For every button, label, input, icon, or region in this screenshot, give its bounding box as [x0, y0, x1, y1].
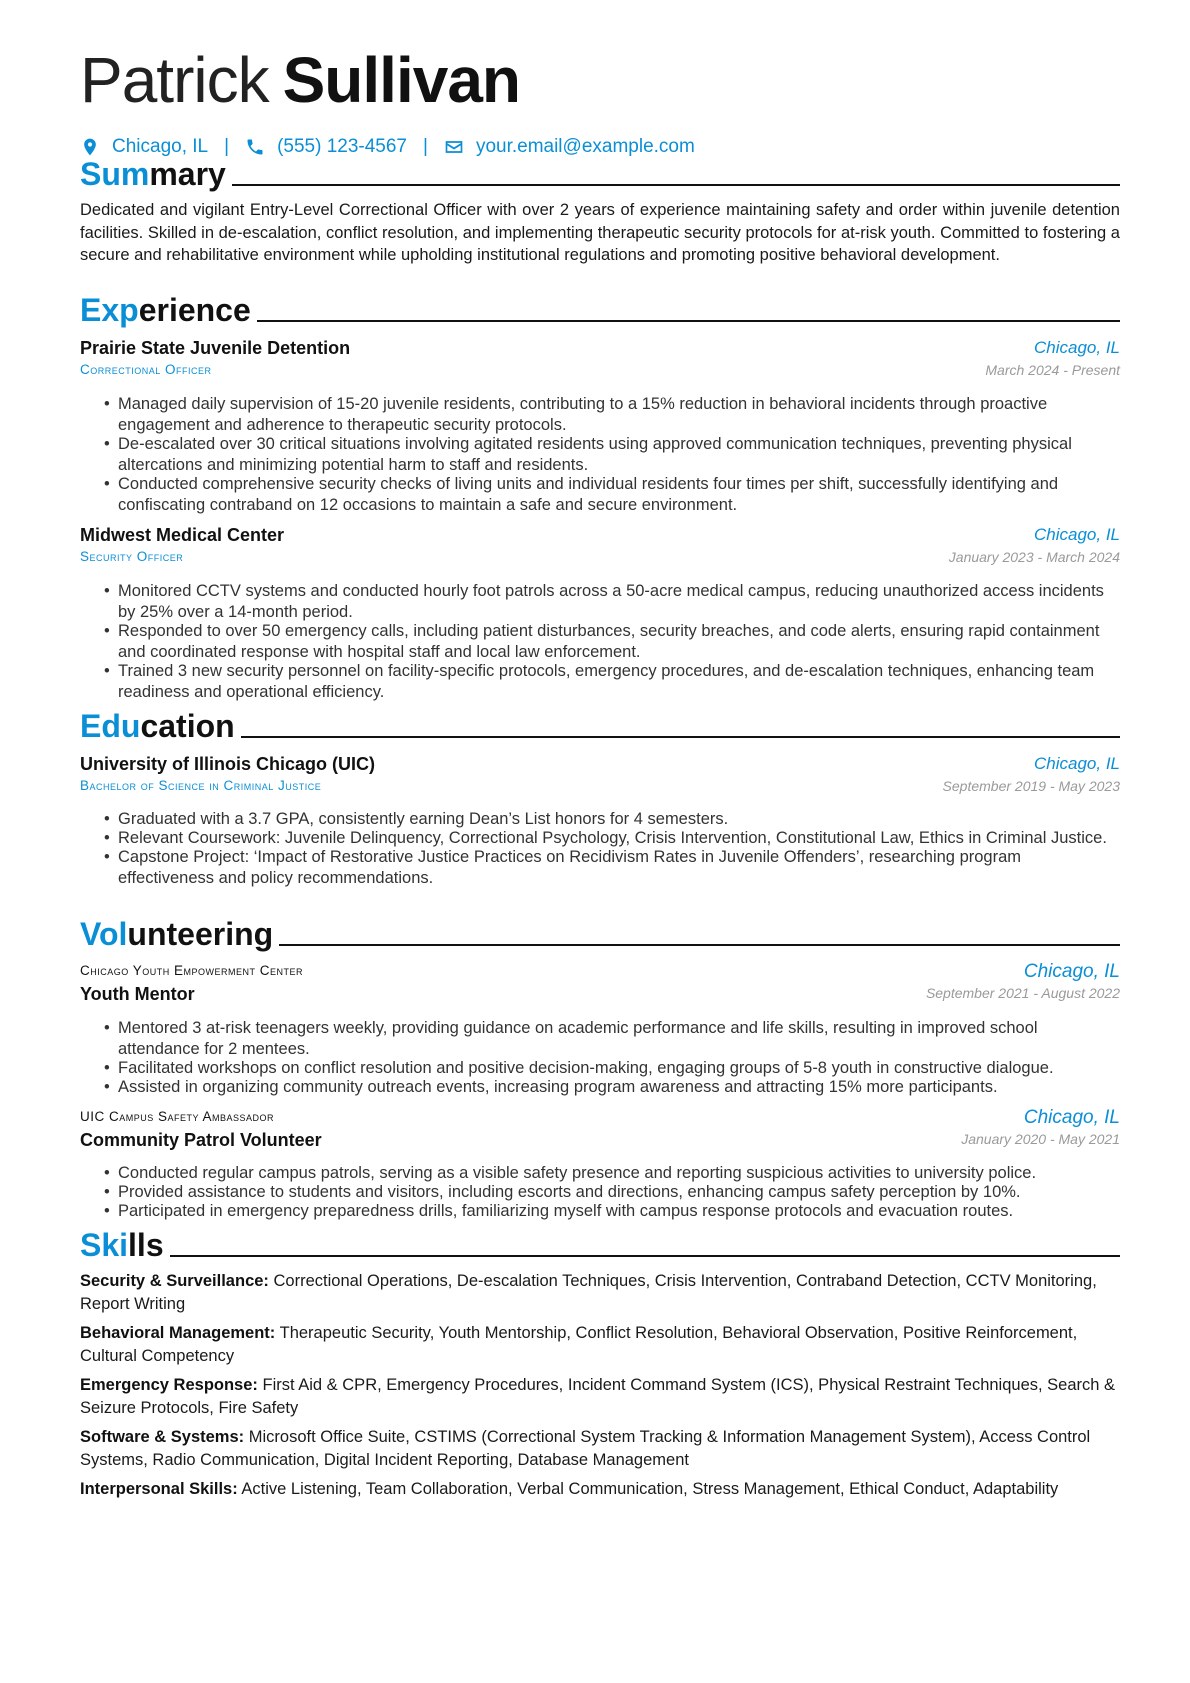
skill-label: Interpersonal Skills: [80, 1480, 238, 1498]
volunteer-location: Chicago, IL [1023, 1107, 1120, 1128]
job-subheader [80, 360, 1120, 382]
section-divider [241, 736, 1120, 738]
job-bullets [80, 581, 1120, 701]
list-item: • Monitored CCTV systems and conducted hourly foot patrols across a 50-acre medical campus, reducing unauthorized access incidents by 25% over a 14-month period. [104, 582, 1104, 621]
school-name: University of Illinois Chicago (UIC) [80, 754, 376, 774]
job-dates: March 2024 - Present [985, 362, 1120, 378]
volunteer-location: Chicago, IL [1023, 961, 1120, 982]
contact-email[interactable] [444, 136, 695, 158]
list-item: • Participated in emergency preparedness drills, familiarizing myself with campus response protocols and evacuation routes. [104, 1202, 1014, 1220]
list-item: • Conducted regular campus patrols, serving as a visible safety presence and reporting suspicious activities to university police. [104, 1164, 1037, 1182]
contact-phone[interactable] [245, 136, 407, 158]
volunteer-subheader [80, 1129, 1120, 1151]
volunteer-role: Community Patrol Volunteer [80, 1130, 322, 1150]
summary-heading: Summary [80, 156, 1120, 192]
location-pin-icon [80, 137, 100, 157]
job-employer: Prairie State Juvenile Detention [80, 338, 351, 358]
list-item: • Facilitated workshops on conflict resolution and positive decision-making, engaging groups of 5-8 youth in constructive dialogue. [104, 1059, 1054, 1077]
list-item: • De-escalated over 30 critical situations involving agitated residents using approved communication techniques, preventing physical altercations and minimizing potential harm to staff and residents. [104, 435, 1072, 474]
candidate-name [80, 44, 520, 116]
job-subheader [80, 547, 1120, 569]
skill-category [80, 1426, 1120, 1471]
volunteer-dates: January 2020 - May 2021 [961, 1131, 1120, 1147]
degree: Bachelor of Science in Criminal Justice [80, 778, 322, 793]
skill-category [80, 1478, 1120, 1501]
skill-category [80, 1322, 1120, 1367]
job-header [80, 524, 1120, 546]
skill-category [80, 1374, 1120, 1419]
volunteer-bullets [80, 1018, 1120, 1096]
skill-label: Emergency Response: [80, 1376, 258, 1394]
job-dates: January 2023 - March 2024 [948, 549, 1120, 565]
skill-list: Correctional Operations, De-escalation Techniques, Crisis Intervention, Contraband Detection, CCTV Monitoring, Report Writing [80, 1272, 1097, 1313]
skill-list: Therapeutic Security, Youth Mentorship, Conflict Resolution, Behavioral Observation, Positive Reinforcement, Cultural Competency [80, 1324, 1078, 1365]
volunteer-header [80, 1107, 1120, 1129]
education-heading: Education [80, 708, 1120, 744]
volunteering-heading: Volunteering [80, 916, 1120, 952]
skill-list: Microsoft Office Suite, CSTIMS (Correctional System Tracking & Information Management System), Access Control Systems, Radio Communication, Digital Incident Reporting, Database Management [80, 1428, 1091, 1469]
skill-label: Security & Surveillance: [80, 1272, 269, 1290]
job-bullets [80, 394, 1120, 514]
last-name: Sullivan [282, 44, 520, 116]
contact-location [80, 136, 208, 158]
location-text: Chicago, IL [112, 136, 209, 157]
email-text: your.email@example.com [475, 136, 695, 157]
list-item: • Relevant Coursework: Juvenile Delinquency, Correctional Psychology, Crisis Intervention, Constitutional Law, Ethics in Criminal Justice. [104, 829, 1107, 847]
school-location: Chicago, IL [1034, 754, 1120, 773]
section-divider [170, 1255, 1120, 1257]
experience-heading: Experience [80, 292, 1120, 328]
skill-category [80, 1270, 1120, 1315]
phone-icon [245, 137, 265, 157]
list-item: • Provided assistance to students and visitors, including escorts and directions, enhancing campus safety perception by 10%. [104, 1183, 1021, 1201]
list-item: • Managed daily supervision of 15-20 juvenile residents, contributing to a 15% reduction in behavioral incidents through proactive engagement and adherence to therapeutic security protocols. [104, 395, 1048, 434]
skill-list: First Aid & CPR, Emergency Procedures, Incident Command System (ICS), Physical Restraint Techniques, Search & Seizure Protocols, Fire Safety [80, 1376, 1116, 1417]
job-location: Chicago, IL [1034, 338, 1120, 357]
volunteer-bullets [80, 1163, 1120, 1220]
skill-list: Active Listening, Team Collaboration, Verbal Communication, Stress Management, Ethical Conduct, Adaptability [241, 1480, 1059, 1498]
job-employer: Midwest Medical Center [80, 525, 285, 545]
volunteer-header [80, 961, 1120, 983]
list-item: • Mentored 3 at-risk teenagers weekly, providing guidance on academic performance and life skills, resulting in improved school attendance for 2 mentees. [104, 1019, 1038, 1058]
volunteer-subheader [80, 983, 1120, 1005]
section-divider [257, 320, 1120, 322]
volunteer-dates: September 2021 - August 2022 [925, 985, 1120, 1001]
phone-text: (555) 123-4567 [277, 136, 407, 157]
list-item: • Graduated with a 3.7 GPA, consistently earning Dean’s List honors for 4 semesters. [104, 810, 729, 828]
job-location: Chicago, IL [1034, 525, 1120, 544]
education-subheader [80, 776, 1120, 798]
job-title: Security Officer [80, 549, 184, 564]
job-header [80, 337, 1120, 359]
education-dates: September 2019 - May 2023 [942, 778, 1120, 794]
list-item: • Capstone Project: ‘Impact of Restorative Justice Practices on Recidivism Rates in Juvenile Offenders’, researching program effectiveness and policy recommendations. [104, 848, 1022, 887]
skill-label: Behavioral Management: [80, 1324, 276, 1342]
education-header [80, 753, 1120, 775]
list-item: • Trained 3 new security personnel on facility-specific protocols, emergency procedures, and de-escalation techniques, enhancing team readiness and operational efficiency. [104, 662, 1095, 701]
skill-label: Software & Systems: [80, 1428, 245, 1446]
volunteer-org: UIC Campus Safety Ambassador [80, 1109, 275, 1124]
first-name: Patrick [80, 44, 269, 116]
contact-separator: | [423, 136, 428, 157]
email-icon [444, 137, 464, 157]
contact-separator: | [224, 136, 230, 157]
volunteer-org: Chicago Youth Empowerment Center [80, 963, 304, 978]
section-divider [279, 944, 1120, 946]
job-title: Correctional Officer [80, 362, 212, 377]
education-bullets [80, 809, 1120, 887]
list-item: • Assisted in organizing community outreach events, increasing program awareness and attracting 15% more participants. [104, 1078, 998, 1096]
skills-heading: Skills [80, 1227, 1120, 1263]
section-divider [232, 184, 1120, 186]
volunteer-role: Youth Mentor [80, 984, 195, 1004]
list-item: • Conducted comprehensive security checks of living units and individual residents four times per shift, successfully identifying and confiscating contraband on 12 occasions to maintain a safe and secure environment. [104, 475, 1059, 514]
summary-text: Dedicated and vigilant Entry-Level Correctional Officer with over 2 years of experience maintaining safety and order within juvenile detention facilities. Skilled in de-escalation, conflict resolution, and implementing therapeutic security protocols for at-risk youth. Committed to fostering a secure and rehabilitative environment while upholding institutional regulations and promoting positive behavioral development. [80, 201, 1120, 264]
list-item: • Responded to over 50 emergency calls, including patient disturbances, security breaches, and code alerts, ensuring rapid containment and coordinated response with hospital staff and local law enforcement. [104, 622, 1100, 661]
